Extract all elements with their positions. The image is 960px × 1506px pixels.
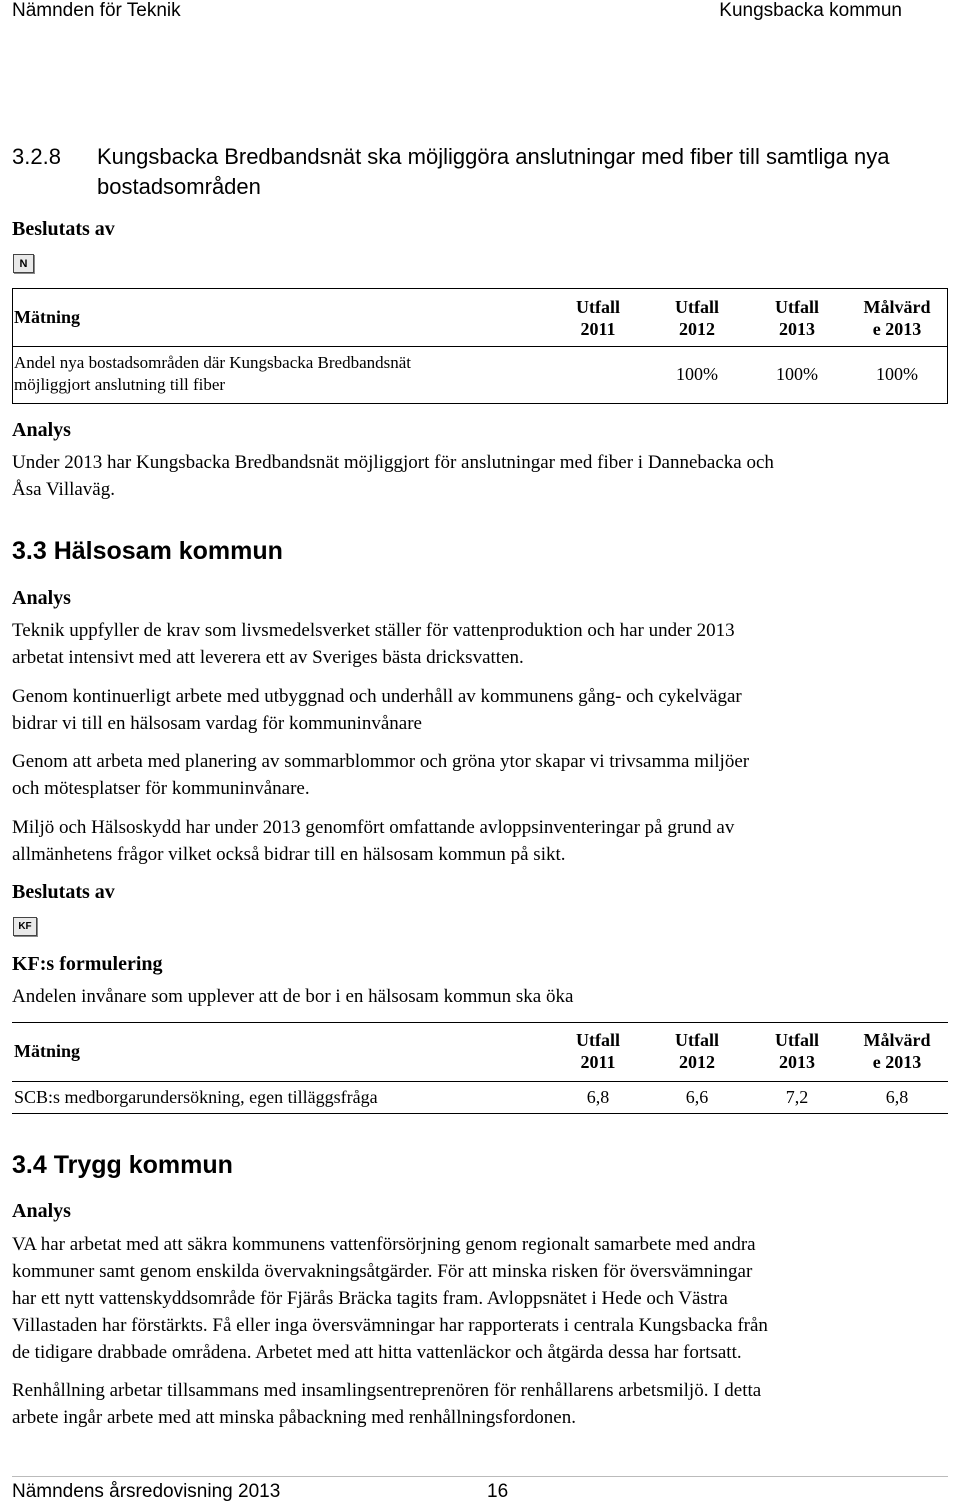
kf-badge-icon: KF [13,917,37,936]
footer-title: Nämndens årsredovisning 2013 [12,1481,281,1502]
table-2-header-col4: Målvärd e 2013 [863,1030,931,1072]
analysis-label-33: Analys [12,587,71,609]
kf-formulation-label: KF:s formulering [12,953,163,975]
paragraph-waste: Renhållning arbetar tillsammans med insamlingsentreprenören för renhållarens arbetsmiljö. I detta arbete ingår arbete med att minska påbackning med renhållningsfordonen. [12,1380,762,1428]
table-header-col1: Utfall 2011 [576,297,620,339]
table-header-col2: Utfall 2012 [675,297,719,339]
table-2-header-col1: Utfall 2011 [576,1030,620,1072]
table-2-header-col3: Utfall 2013 [775,1030,819,1072]
table-2-row-label: SCB:s medborgarundersökning, egen tilläggsfråga [14,1087,378,1107]
table-2-header-measure: Mätning [14,1041,81,1061]
header-right: Kungsbacka kommun [719,0,902,21]
table-2-cell-2011: 6,8 [586,1087,610,1107]
table-divider [12,346,948,347]
table-2-top-rule [12,1022,948,1023]
table-2-cell-2013: 7,2 [785,1087,809,1107]
section-number: 3.2.8 [12,144,61,169]
header-left: Nämnden för Teknik [12,0,181,21]
table-cell-target: 100% [876,364,918,384]
analysis-label-34: Analys [12,1200,71,1222]
section-title-line1: Kungsbacka Bredbandsnät ska möjliggöra anslutningar med fiber till samtliga nya [97,144,890,169]
paragraph-health: Miljö och Hälsoskydd har under 2013 genomfört omfattande avloppsinventeringar på grund av allmänhetens frågor vilket också bidrar till en hälsosam kommun på sikt. [12,817,735,865]
page-number: 16 [487,1481,509,1502]
paragraph-water-supply: VA har arbetat med att säkra kommunens vattenförsörjning genom regionalt samarbete med andra kommuner samt genom enskilda övervakningsåtgärder. För att minska risken för översvämningar har ett nytt vattenskyddsområde för Fjärås Bräcka tagits fram. Avloppsnätet i Hede och Västra Villastaden har förstärkts. Få eller inga översvämningar har rapporterats i centrala Kungsbacka från de tidigare drabbade områdena. Arbetet med att hitta vattenläckor och åtgärda dessa har fortsatt. [12,1234,768,1363]
analysis-text: Under 2013 har Kungsbacka Bredbandsnät möjliggjort för anslutningar med fiber i Dannebacka och Åsa Villaväg. [12,452,774,500]
table-header-col3: Utfall 2013 [775,297,819,339]
decided-by-label: Beslutats av [12,218,115,240]
table-cell-2013: 100% [776,364,818,384]
section-34-title: 3.4 Trygg kommun [12,1151,233,1179]
table-2-cell-2012: 6,6 [685,1087,709,1107]
table-row-label: Andel nya bostadsområden där Kungsbacka Bredbandsnät möjliggjort anslutning till fiber [14,353,412,394]
table-2-header-col2: Utfall 2012 [675,1030,719,1072]
section-33-title: 3.3 Hälsosam kommun [12,537,283,565]
table-2-mid-rule [12,1081,948,1082]
table-2-cell-target: 6,8 [885,1087,909,1107]
table-header-measure: Mätning [14,307,81,327]
kf-formulation-text: Andelen invånare som upplever att de bor i en hälsosam kommun ska öka [12,986,574,1007]
paragraph-paths: Genom kontinuerligt arbete med utbyggnad och underhåll av kommunens gång- och cykelvägar bidrar vi till en hälsosam vardag för kommuninvånare [12,686,742,734]
table-cell-2012: 100% [676,364,718,384]
paragraph-water: Teknik uppfyller de krav som livsmedelsverket ställer för vattenproduktion och har under 2013 arbetat intensivt med att leverera ett av Sveriges bästa dricksvatten. [12,620,735,668]
table-header-col4: Målvärd e 2013 [863,297,931,339]
n-badge-icon: N [13,254,34,273]
footer-rule [12,1476,948,1477]
section-title-line2: bostadsområden [97,174,261,199]
table-2-bottom-rule [12,1113,948,1114]
decided-by-label-33: Beslutats av [12,881,115,903]
paragraph-green-areas: Genom att arbeta med planering av sommarblommor och gröna ytor skapar vi trivsamma miljöer och mötesplatser för kommuninvånare. [12,751,750,799]
analysis-label: Analys [12,419,71,441]
